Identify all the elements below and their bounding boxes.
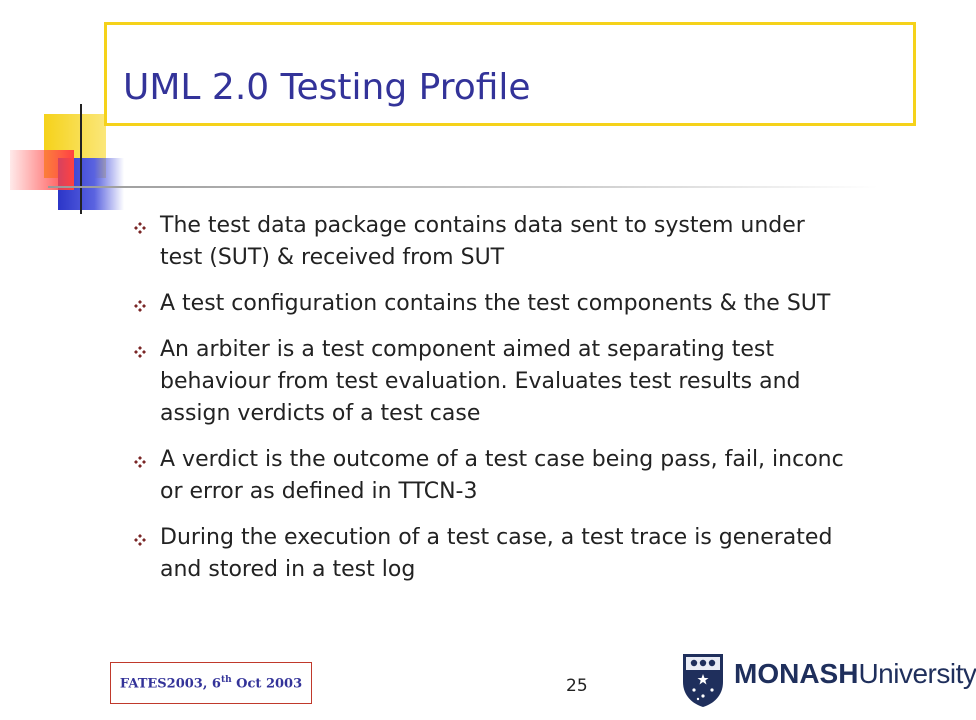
footer-date: Oct 2003	[231, 676, 303, 692]
diamond-quad-bullet-icon	[134, 456, 146, 468]
diamond-quad-bullet-icon	[134, 346, 146, 358]
bullet-text: An arbiter is a test component aimed at separating test behaviour from test evaluation. Evaluates test results and assign verdicts of a test case	[160, 337, 801, 426]
monash-logo	[678, 650, 976, 712]
logo-wordmark	[734, 658, 976, 690]
bullet-text: The test data package contains data sent to system under test (SUT) & received from SUT	[160, 213, 805, 270]
bullet-item	[134, 210, 844, 274]
monash-crest-icon	[680, 652, 726, 708]
diamond-quad-bullet-icon	[134, 300, 146, 312]
title-divider	[48, 186, 878, 188]
title-frame	[104, 22, 916, 126]
decor-vertical-line	[80, 104, 82, 214]
footer-event-label	[110, 662, 312, 704]
bullet-text: During the execution of a test case, a test trace is generated and stored in a test log	[160, 525, 833, 582]
bullet-item	[134, 444, 844, 508]
bullet-text: A test configuration contains the test components & the SUT	[160, 291, 831, 316]
logo-name-bold: MONASH	[734, 658, 859, 689]
bullet-text: A verdict is the outcome of a test case being pass, fail, inconc or error as defined in TTCN-3	[160, 447, 844, 504]
bullet-list	[134, 210, 844, 600]
footer-date-sup: th	[220, 675, 232, 685]
diamond-quad-bullet-icon	[134, 534, 146, 546]
decor-red-block	[10, 150, 74, 190]
page-number: 25	[566, 676, 588, 696]
diamond-quad-bullet-icon	[134, 222, 146, 234]
footer-event: FATES2003, 6	[119, 676, 221, 692]
slide-title: UML 2.0 Testing Profile	[123, 67, 531, 108]
bullet-item	[134, 522, 844, 586]
logo-name-regular: University	[858, 658, 976, 689]
bullet-item	[134, 334, 844, 430]
bullet-item	[134, 288, 844, 320]
